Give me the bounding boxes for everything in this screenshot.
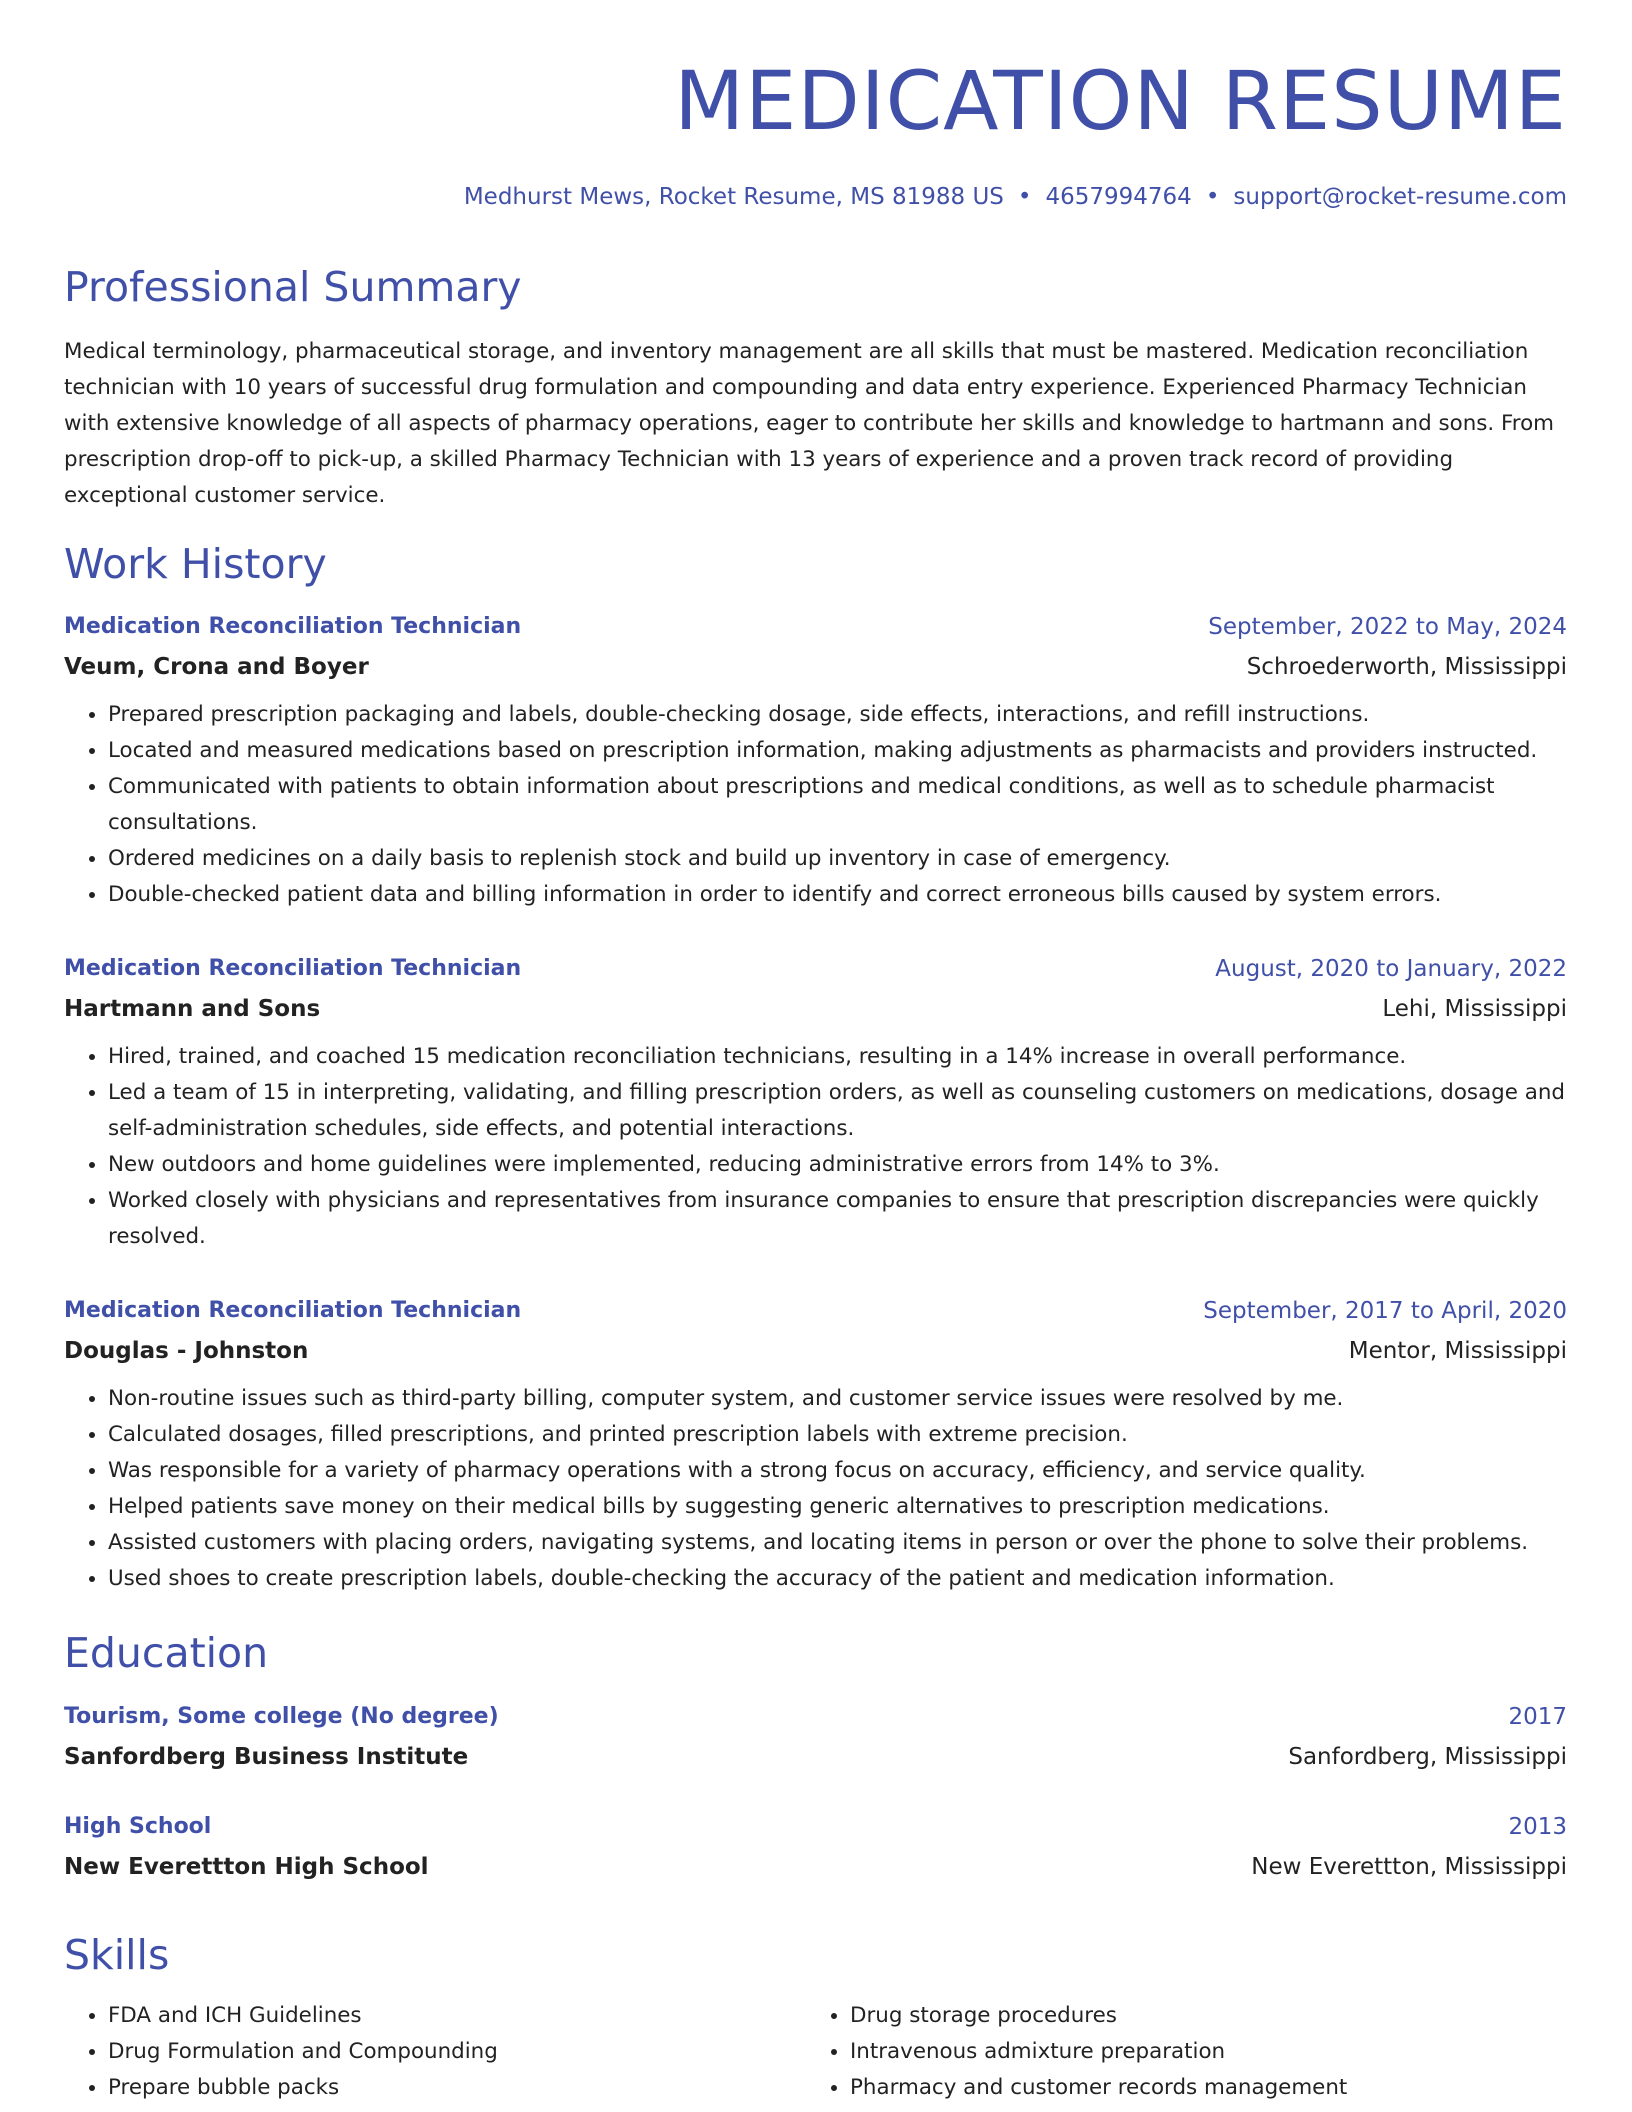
- education-year: 2013: [1508, 1814, 1567, 1840]
- education-heading: Education: [64, 1629, 269, 1677]
- job-bullet: • Ordered medicines on a daily basis to replenish stock and build up inventory in case of emergency.: [108, 841, 1567, 877]
- contact-separator: •: [1017, 184, 1032, 210]
- job-bullet: • Was responsible for a variety of pharmacy operations with a strong focus on accuracy, efficiency, and service quality.: [108, 1453, 1567, 1489]
- job-bullet-list: [64, 1381, 1567, 1597]
- job-bullet: • Double-checked patient data and billing information in order to identify and correct erroneous bills caused by system errors.: [108, 877, 1567, 913]
- education-location: Sanfordberg, Mississippi: [1288, 1744, 1567, 1770]
- job-bullet: • Assisted customers with placing orders, navigating systems, and locating items in person or over the phone to solve their problems.: [108, 1525, 1567, 1561]
- contact-phone[interactable]: 4657994764: [1045, 184, 1192, 210]
- contact-address: Medhurst Mews, Rocket Resume, MS 81988 US: [463, 184, 1004, 210]
- job-role: Medication Reconciliation Technician: [64, 1298, 522, 1323]
- job-bullet: • Located and measured medications based on prescription information, making adjustments as pharmacists and providers instructed.: [108, 733, 1567, 769]
- job-location: Mentor, Mississippi: [1348, 1338, 1567, 1364]
- skills-column-left: [64, 1998, 784, 2106]
- skills-heading: Skills: [64, 1931, 170, 1979]
- job-bullet: • Prepared prescription packaging and labels, double-checking dosage, side effects, interactions, and refill instructions.: [108, 697, 1567, 733]
- job-bullet: • Used shoes to create prescription labels, double-checking the accuracy of the patient and medication information.: [108, 1561, 1567, 1597]
- job-bullet-list: [64, 1039, 1567, 1255]
- skill-item: • Prepare bubble packs: [108, 2070, 784, 2106]
- skill-item: • Drug storage procedures: [850, 1998, 1526, 2034]
- education-entry: [64, 1697, 1567, 1777]
- job-entry: [64, 1291, 1567, 1597]
- summary-heading: Professional Summary: [64, 263, 522, 311]
- job-bullet: • Communicated with patients to obtain information about prescriptions and medical conditions, as well as to schedule pharmacist consultations.: [108, 769, 1567, 841]
- summary-text: Medical terminology, pharmaceutical storage, and inventory management are all skills that must be mastered. Medication reconciliation technician with 10 years of successful drug formulation and compounding and data entry experience. Experienced Pharmacy Technician with extensive knowledge of all aspects of pharmacy operations, eager to contribute her skills and knowledge to hartmann and sons. From prescription drop-off to pick-up, a skilled Pharmacy Technician with 13 years of experience and a proven track record of providing exceptional customer service.: [64, 339, 1555, 508]
- contact-separator: •: [1205, 184, 1220, 210]
- job-bullet: • Calculated dosages, filled prescriptions, and printed prescription labels with extreme precision.: [108, 1417, 1567, 1453]
- education-school: Sanfordberg Business Institute: [64, 1744, 469, 1770]
- job-entry: [64, 607, 1567, 913]
- job-location: Schroederworth, Mississippi: [1246, 654, 1567, 680]
- job-dates: September, 2017 to April, 2020: [1203, 1298, 1567, 1324]
- skills-list: [64, 1998, 784, 2106]
- skill-item: • Intravenous admixture preparation: [850, 2034, 1526, 2070]
- job-bullet: • Non-routine issues such as third-party billing, computer system, and customer service issues were resolved by me.: [108, 1381, 1567, 1417]
- skills-list: [806, 1998, 1526, 2106]
- resume-title: MEDICATION RESUME: [674, 55, 1567, 149]
- skill-item: • Pharmacy and customer records management: [850, 2070, 1526, 2106]
- education-year: 2017: [1508, 1704, 1567, 1730]
- job-entry: [64, 949, 1567, 1255]
- job-role: Medication Reconciliation Technician: [64, 956, 522, 981]
- job-bullet: • Hired, trained, and coached 15 medication reconciliation technicians, resulting in a 14% increase in overall performance.: [108, 1039, 1567, 1075]
- work-history-heading: Work History: [64, 540, 327, 588]
- education-location: New Everettton, Mississippi: [1251, 1854, 1567, 1880]
- contact-email[interactable]: support@rocket-resume.com: [1233, 184, 1567, 210]
- job-company: Douglas - Johnston: [64, 1338, 309, 1364]
- job-dates: August, 2020 to January, 2022: [1215, 956, 1567, 982]
- job-bullet: • Worked closely with physicians and representatives from insurance companies to ensure that prescription discrepancies were quickly resolved.: [108, 1183, 1567, 1255]
- job-role: Medication Reconciliation Technician: [64, 614, 522, 639]
- job-company: Veum, Crona and Boyer: [64, 654, 369, 680]
- education-school: New Everettton High School: [64, 1854, 429, 1880]
- job-bullet: • Led a team of 15 in interpreting, validating, and filling prescription orders, as well as counseling customers on medications, dosage and self-administration schedules, side effects, and potential interactions.: [108, 1075, 1567, 1147]
- skill-item: • FDA and ICH Guidelines: [108, 1998, 784, 2034]
- skills-column-right: [806, 1998, 1526, 2106]
- contact-line: [464, 180, 1567, 214]
- job-bullet-list: [64, 697, 1567, 913]
- job-dates: September, 2022 to May, 2024: [1208, 614, 1567, 640]
- job-bullet: • New outdoors and home guidelines were implemented, reducing administrative errors from 14% to 3%.: [108, 1147, 1567, 1183]
- education-degree: Tourism, Some college (No degree): [64, 1704, 499, 1729]
- education-entry: [64, 1807, 1567, 1887]
- job-bullet: • Helped patients save money on their medical bills by suggesting generic alternatives to prescription medications.: [108, 1489, 1567, 1525]
- education-degree: High School: [64, 1814, 212, 1839]
- job-location: Lehi, Mississippi: [1382, 996, 1567, 1022]
- skill-item: • Drug Formulation and Compounding: [108, 2034, 784, 2070]
- job-company: Hartmann and Sons: [64, 996, 321, 1022]
